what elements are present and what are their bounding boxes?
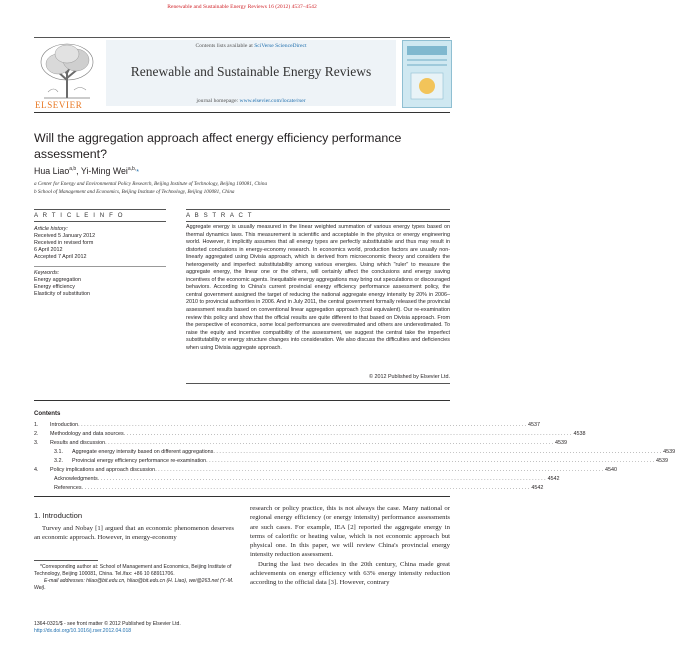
abstract-heading: A B S T R A C T xyxy=(186,212,254,219)
keywords-rule xyxy=(34,266,166,267)
toc-entry-title[interactable]: Policy implications and approach discussion xyxy=(50,467,156,473)
intro-paragraph-cont: research or policy practice, this is not always the case. Many national or regional energy efficiency (or energy intensity) performance assessments are such cases. For example, IEA [2] reported the aggregate energy in terms of calorific or heating value, which is not economic approach but physical one. In this paper, we will review China's provincial energy intensity reduction assessment. xyxy=(250,505,450,559)
history-label: Article history: xyxy=(34,226,68,232)
toc-entry[interactable] xyxy=(34,438,567,446)
keyword: Elasticity of substitution xyxy=(34,291,91,298)
author-2[interactable]: Yi-Ming Wei xyxy=(80,166,128,176)
toc-entry-number: 3.2. xyxy=(54,458,63,464)
toc-leader-dots: . . . . . . . . . . . . . . . . . . . . . . . . . . . . . . . . . . . . . . . . . . . . . . . . . . . . . . . . . . . . . . . . . . . . . . . . . . . . . . . . . . . . . . . . . . . . . . . . . . . . . . . . . . . . . . . . . . . . . . . . . . . . . . . . . . . . . . . . . . . . . . . . . . . . . . xyxy=(155,467,603,473)
toc-entry-page: 4542 xyxy=(547,476,560,482)
journal-cover-image xyxy=(402,40,452,108)
toc-entry[interactable] xyxy=(34,474,560,482)
toc-leader-dots: . . . . . . . . . . . . . . . . . . . . . . . . . . . . . . . . . . . . . . . . . . . . . . . . . . . . . . . . . . . . . . . . . . . . . . . . . . . . . . . . . . . . . . . . . . . . . . . . . . . . . . . . . . . . . . . . . . . . . . . . . . . . . . . . . . . . . . . . . . . . . . . . . . . . . . xyxy=(78,422,526,428)
affiliation-b: b School of Management and Economics, Beijing Institute of Technology, Beijing 100081, China xyxy=(34,189,235,195)
contents-top-rule xyxy=(34,400,450,401)
masthead-top-rule xyxy=(34,37,450,38)
contents-availability xyxy=(106,43,396,49)
toc-entry-number: 4. xyxy=(34,467,39,473)
toc-entry-number: 3.1. xyxy=(54,449,63,455)
toc-entry-title[interactable]: Introduction xyxy=(50,422,79,428)
elsevier-tree-logo xyxy=(34,40,100,102)
article-info-rule-2 xyxy=(34,221,166,222)
article-info-heading: A R T I C L E I N F O xyxy=(34,212,125,219)
section-1-left-text xyxy=(34,524,234,543)
article-title: Will the aggregation approach affect energy efficiency performance assessment? xyxy=(34,131,402,161)
toc-entry-title[interactable]: References xyxy=(54,485,82,491)
keyword: Energy aggregation xyxy=(34,277,82,284)
history-line: Received in revised form xyxy=(34,240,94,247)
email-note: E-mail addresses: hliao@bit.edu.cn, hliao@bit.edu.cn (H. Liao), wei@263.net (Y.-M. Wei). xyxy=(34,578,234,591)
intro-paragraph: Turvey and Nobay [1] argued that an economic phenomenon deserves an economic approach. However, in energy-economy xyxy=(34,525,234,542)
toc-entry[interactable] xyxy=(34,456,668,464)
publisher-logo-text: ELSEVIER xyxy=(35,100,83,110)
contents-bottom-rule xyxy=(34,496,450,497)
abstract-bottom-rule xyxy=(186,383,450,384)
homepage-prefix: journal homepage: xyxy=(196,98,239,104)
toc-entry-title[interactable]: Aggregate energy intensity based on different aggregations xyxy=(72,449,214,455)
abstract-rule-2 xyxy=(186,221,450,222)
toc-entry-number: 1. xyxy=(34,422,39,428)
homepage-link[interactable]: www.elsevier.com/locate/rser xyxy=(239,98,306,104)
article-identifiers xyxy=(34,621,234,635)
toc-entry-number: 3. xyxy=(34,440,39,446)
toc-leader-dots: . . . . . . . . . . . . . . . . . . . . . . . . . . . . . . . . . . . . . . . . . . . . . . . . . . . . . . . . . . . . . . . . . . . . . . . . . . . . . . . . . . . . . . . . . . . . . . . . . . . . . . . . . . . . . . . . . . . . . . . . . . . . . . . . . . . . . . . . . . . . . . . . . . . . . . xyxy=(206,458,654,464)
running-header: Renewable and Sustainable Energy Reviews 16 (2012) 4537–4542 xyxy=(167,4,317,10)
abstract-text: Aggregate energy is usually measured in the linear weighted summation of various energy types based on thermal dynamics laws. This measurement is scientific and acceptable in the physics or energy engineering world. However, it implicitly assumes that all energy types are perfectly substitutable and thus may result in distorted conclusions in energy-economy research. In economics world, production factors are usually non-linearly aggregated using Divisia approach, which is derived from microeconomic theory and considers the heterogeneity and imperfect substitutability among various energies. Using which "ruler" to measure the aggregate energy, the linear one or the others, will certainly affect the conclusions and energy saving incentives of the economic agents. Inequitable energy aggregations may bring out speculations or discouraged behaviors. According to China's current provincial energy efficiency performance assessment policy, the central government assigned the target of reducing the national aggregate energy intensity by 20% in 2006–2010 to provincial authorities in 2006. And in July 2011, the central government formally released the provincial assessment results based on conventional linear aggregation approach (coal equivalent). Our re-examination review this policy and show that the official results are quite different to that based on Divisia approach. From the perspective of economics, some local performances are overestimated and others are underestimated. To raise the equity and incentive compatibility of the assessment, we suggest the central take the imperfect substitutability or energy structure changes into consideration. We also discuss the difficulties and deficiencies when using Divisia aggregate approach. xyxy=(186,224,451,351)
toc-entry[interactable] xyxy=(34,483,544,491)
issn-line: 1364-0321/$ - see front matter © 2012 Published by Elsevier Ltd. xyxy=(34,621,181,627)
toc-entry[interactable] xyxy=(34,465,617,473)
toc-entry[interactable] xyxy=(34,429,586,437)
corresponding-author-note: *Corresponding author at: School of Management and Economics, Beijing Institute of Technology, Beijing 100081, China. Tel./fax: +86 10 68911706. xyxy=(34,564,232,577)
abstract-copyright: © 2012 Published by Elsevier Ltd. xyxy=(369,374,450,380)
footnotes xyxy=(34,564,234,592)
doi-link[interactable]: http://dx.doi.org/10.1016/j.rser.2012.04.018 xyxy=(34,628,132,634)
toc-entry[interactable] xyxy=(34,420,540,428)
toc-entry-title[interactable]: Methodology and data sources xyxy=(50,431,124,437)
footnote-rule xyxy=(34,560,98,561)
toc-leader-dots: . . . . . . . . . . . . . . . . . . . . . . . . . . . . . . . . . . . . . . . . . . . . . . . . . . . . . . . . . . . . . . . . . . . . . . . . . . . . . . . . . . . . . . . . . . . . . . . . . . . . . . . . . . . . . . . . . . . . . . . . . . . . . . . . . . . . . . . . . . . . . . . . . . . . . . xyxy=(81,485,530,491)
toc-leader-dots: . . . . . . . . . . . . . . . . . . . . . . . . . . . . . . . . . . . . . . . . . . . . . . . . . . . . . . . . . . . . . . . . . . . . . . . . . . . . . . . . . . . . . . . . . . . . . . . . . . . . . . . . . . . . . . . . . . . . . . . . . . . . . . . . . . . . . . . . . . . . . . . . . . . . . . xyxy=(123,431,572,437)
toc-entry-page: 4539 xyxy=(655,458,668,464)
section-1-right-text xyxy=(250,504,450,588)
toc-entry-page: 4538 xyxy=(573,431,586,437)
toc-entry-title[interactable]: Provincial energy efficiency performance re-examination xyxy=(72,458,207,464)
abstract-rule xyxy=(186,209,450,210)
toc-entry-page: 4537 xyxy=(527,422,540,428)
contents-prefix: Contents lists available at xyxy=(195,43,253,49)
article-history xyxy=(34,226,95,261)
toc-entry-page: 4540 xyxy=(605,467,617,473)
sciencedirect-link[interactable]: SciVerse ScienceDirect xyxy=(254,43,307,49)
masthead-bottom-rule xyxy=(34,112,450,113)
toc-leader-dots: . . . . . . . . . . . . . . . . . . . . . . . . . . . . . . . . . . . . . . . . . . . . . . . . . . . . . . . . . . . . . . . . . . . . . . . . . . . . . . . . . . . . . . . . . . . . . . . . . . . . . . . . . . . . . . . . . . . . . . . . . . . . . . . . . . . . . . . . . . . . . . . . . . . . . . xyxy=(105,440,553,446)
article-info-rule xyxy=(34,209,166,210)
toc-leader-dots: . . . . . . . . . . . . . . . . . . . . . . . . . . . . . . . . . . . . . . . . . . . . . . . . . . . . . . . . . . . . . . . . . . . . . . . . . . . . . . . . . . . . . . . . . . . . . . . . . . . . . . . . . . . . . . . . . . . . . . . . . . . . . . . . . . . . . . . . . . . . . . . . . . . . . . xyxy=(213,449,662,455)
history-line: Accepted 7 April 2012 xyxy=(34,254,87,261)
contents-heading: Contents xyxy=(34,410,61,417)
author-1[interactable]: Hua Liao xyxy=(34,166,70,176)
section-1-heading: 1. Introduction xyxy=(34,511,83,520)
history-line: 6 April 2012 xyxy=(34,247,63,254)
journal-title: Renewable and Sustainable Energy Reviews xyxy=(130,64,372,79)
article-authors: Hua Liao$^{a,b}$, Yi-Ming Wei$^{a,b,}$* xyxy=(34,166,139,176)
toc-entry-title[interactable]: Acknowledgments xyxy=(54,476,98,482)
intro-paragraph-2: During the last two decades in the 20th century, China made great achievements on energy efficiency with 63% energy intensity reduction according to the official data [3]. However, contrary xyxy=(250,560,450,587)
toc-entry-page: 4542 xyxy=(531,485,544,491)
affiliation-a: a Center for Energy and Environmental Policy Research, Beijing Institute of Technology, Beijing 100081, China xyxy=(34,181,268,187)
history-line: Received 5 January 2012 xyxy=(34,233,96,240)
journal-homepage xyxy=(106,98,396,104)
toc-entry-page: 4539 xyxy=(554,440,567,446)
toc-leader-dots: . . . . . . . . . . . . . . . . . . . . . . . . . . . . . . . . . . . . . . . . . . . . . . . . . . . . . . . . . . . . . . . . . . . . . . . . . . . . . . . . . . . . . . . . . . . . . . . . . . . . . . . . . . . . . . . . . . . . . . . . . . . . . . . . . . . . . . . . . . . . . . . . . . . . . . xyxy=(97,476,546,482)
toc-entry[interactable] xyxy=(34,447,675,455)
toc-entry-title[interactable]: Results and discussion xyxy=(50,440,106,446)
keywords-block xyxy=(34,270,90,298)
toc-entry-number: 2. xyxy=(34,431,39,437)
keywords-label: Keywords: xyxy=(34,270,60,276)
toc-entry-page: 4539 xyxy=(663,449,675,455)
keyword: Energy efficiency xyxy=(34,284,75,291)
